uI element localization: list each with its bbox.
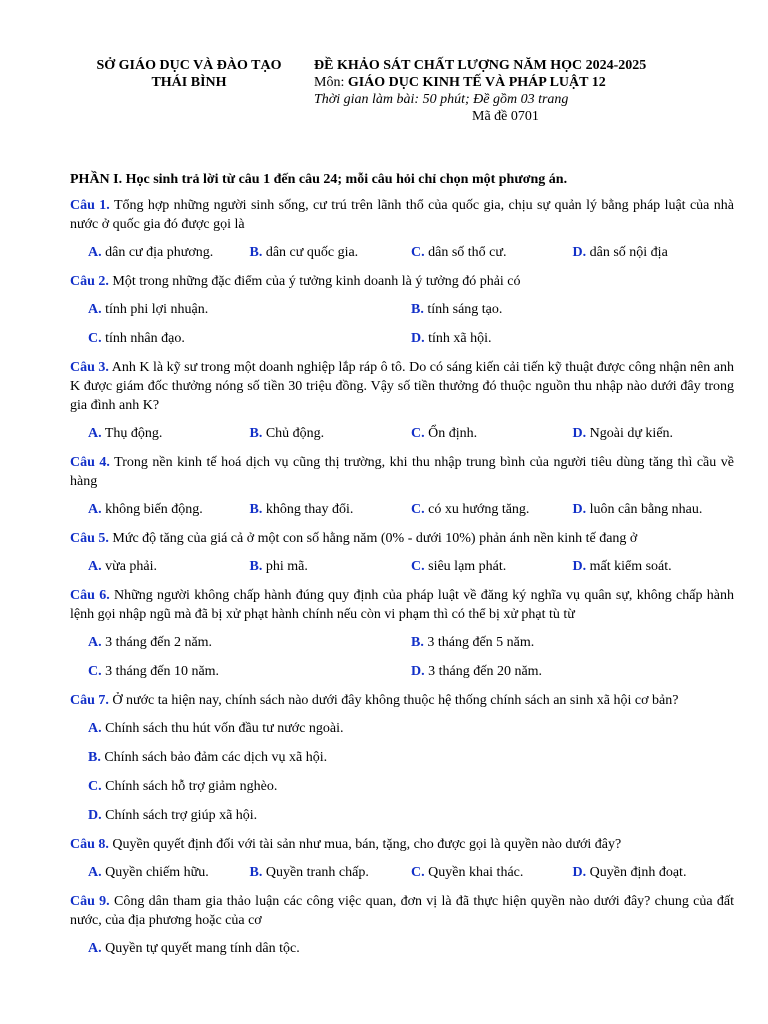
question-text: Trong nền kinh tế hoá dịch vụ cũng thị trường, khi thu nhập trung bình của người tiêu dùng tăng thì cầu về hàng bbox=[70, 455, 734, 489]
header-exam-info bbox=[314, 57, 734, 125]
exam-content bbox=[70, 170, 734, 968]
option-letter: B. bbox=[249, 426, 263, 441]
option-letter: B. bbox=[249, 245, 263, 260]
option-b[interactable] bbox=[250, 500, 412, 519]
option-d[interactable] bbox=[573, 424, 735, 443]
question-text: Một trong những đặc điểm của ý tưởng kinh doanh là ý tưởng đó phải có bbox=[108, 274, 521, 289]
options-q2-row1 bbox=[70, 300, 734, 319]
option-letter: C. bbox=[88, 331, 102, 346]
option-text: Ngoài dự kiến. bbox=[586, 426, 674, 441]
question-number: Câu 4. bbox=[70, 455, 110, 470]
option-c[interactable] bbox=[88, 329, 411, 348]
option-a[interactable] bbox=[88, 719, 734, 738]
option-text: Quyền định đoạt. bbox=[586, 865, 687, 880]
option-letter: C. bbox=[411, 559, 425, 574]
option-letter: D. bbox=[572, 559, 587, 574]
option-d[interactable] bbox=[573, 243, 735, 262]
options-q7-row1 bbox=[70, 719, 734, 738]
option-text: mất kiểm soát. bbox=[586, 559, 672, 574]
option-text: Chính sách hỗ trợ giảm nghèo. bbox=[101, 779, 278, 794]
section-title: PHẦN I. Học sinh trả lời từ câu 1 đến câu 24; mỗi câu hỏi chỉ chọn một phương án. bbox=[70, 172, 568, 187]
option-text: tính sáng tạo. bbox=[423, 302, 503, 317]
option-letter: D. bbox=[572, 245, 587, 260]
header-org bbox=[84, 57, 294, 91]
option-c[interactable] bbox=[88, 662, 411, 681]
option-d[interactable] bbox=[411, 329, 734, 348]
option-a[interactable] bbox=[88, 424, 250, 443]
options-q7-row4 bbox=[70, 806, 734, 825]
option-letter: A. bbox=[88, 502, 102, 517]
option-text: tính nhân đạo. bbox=[101, 331, 185, 346]
option-letter: C. bbox=[88, 664, 102, 679]
options-q4 bbox=[70, 500, 734, 519]
option-text: không biến động. bbox=[101, 502, 203, 517]
question-text: Công dân tham gia thảo luận các công việc quan, đơn vị là đã thực hiện quyền nào dưới đây? chung của đất nước, của địa phương hoặc của cơ bbox=[70, 894, 734, 928]
question-2 bbox=[70, 272, 734, 291]
option-a[interactable] bbox=[88, 939, 734, 958]
options-q6-row1 bbox=[70, 633, 734, 652]
option-text: dân cư quốc gia. bbox=[262, 245, 359, 260]
option-d[interactable] bbox=[573, 863, 735, 882]
option-c[interactable] bbox=[411, 243, 573, 262]
option-d[interactable] bbox=[88, 806, 734, 825]
option-b[interactable] bbox=[250, 863, 412, 882]
option-letter: B. bbox=[411, 635, 424, 650]
option-b[interactable] bbox=[411, 300, 734, 319]
option-a[interactable] bbox=[88, 243, 250, 262]
question-number: Câu 5. bbox=[70, 531, 109, 546]
option-letter: A. bbox=[88, 245, 102, 260]
option-letter: D. bbox=[572, 865, 587, 880]
question-number: Câu 2. bbox=[70, 274, 109, 289]
options-q7-row2 bbox=[70, 748, 734, 767]
option-b[interactable] bbox=[250, 243, 412, 262]
option-letter: B. bbox=[249, 865, 263, 880]
question-number: Câu 6. bbox=[70, 588, 110, 603]
option-letter: C. bbox=[411, 426, 425, 441]
question-8 bbox=[70, 835, 734, 854]
option-letter: C. bbox=[411, 865, 425, 880]
subject-prefix: Môn: bbox=[314, 75, 348, 90]
subject-line bbox=[314, 74, 734, 91]
option-text: Thụ động. bbox=[101, 426, 163, 441]
option-letter: A. bbox=[88, 865, 102, 880]
option-text: dân số thổ cư. bbox=[424, 245, 507, 260]
option-text: 3 tháng đến 2 năm. bbox=[101, 635, 213, 650]
org-name: SỞ GIÁO DỤC VÀ ĐÀO TẠO bbox=[96, 58, 282, 73]
option-letter: D. bbox=[572, 502, 587, 517]
option-c[interactable] bbox=[411, 424, 573, 443]
option-letter: D. bbox=[572, 426, 587, 441]
option-c[interactable] bbox=[411, 557, 573, 576]
option-letter: D. bbox=[411, 331, 425, 346]
question-text: Quyền quyết định đối với tài sản như mua, bán, tặng, cho được gọi là quyền nào dưới đây? bbox=[108, 837, 622, 852]
option-b[interactable] bbox=[250, 557, 412, 576]
options-q2-row2 bbox=[70, 329, 734, 348]
option-text: Quyền chiếm hữu. bbox=[101, 865, 209, 880]
question-5 bbox=[70, 529, 734, 548]
option-text: Chính sách thu hút vốn đầu tư nước ngoài. bbox=[101, 721, 344, 736]
options-q1 bbox=[70, 243, 734, 262]
option-c[interactable] bbox=[88, 777, 734, 796]
question-6 bbox=[70, 586, 734, 624]
option-letter: D. bbox=[411, 664, 425, 679]
option-b[interactable] bbox=[88, 748, 734, 767]
question-text: Mức độ tăng của giá cả ở một con số hằng năm (0% - dưới 10%) phản ánh nền kinh tế đang ở bbox=[108, 531, 638, 546]
option-text: tính phi lợi nhuận. bbox=[101, 302, 209, 317]
option-c[interactable] bbox=[411, 863, 573, 882]
option-text: dân số nội địa bbox=[586, 245, 668, 260]
option-text: Ổn định. bbox=[424, 426, 478, 441]
option-letter: A. bbox=[88, 559, 102, 574]
option-d[interactable] bbox=[573, 557, 735, 576]
question-1 bbox=[70, 196, 734, 234]
time-info: Thời gian làm bài: 50 phút; Đề gồm 03 trang bbox=[314, 92, 569, 107]
option-text: Chính sách trợ giúp xã hội. bbox=[101, 808, 258, 823]
question-9 bbox=[70, 892, 734, 930]
options-q8 bbox=[70, 863, 734, 882]
question-number: Câu 1. bbox=[70, 198, 110, 213]
option-letter: B. bbox=[411, 302, 424, 317]
option-a[interactable] bbox=[88, 863, 250, 882]
option-text: siêu lạm phát. bbox=[424, 559, 507, 574]
question-3 bbox=[70, 358, 734, 415]
exam-title: ĐỀ KHẢO SÁT CHẤT LƯỢNG NĂM HỌC 2024-2025 bbox=[314, 58, 647, 73]
option-letter: A. bbox=[88, 941, 102, 956]
options-q6-row2 bbox=[70, 662, 734, 681]
question-7 bbox=[70, 691, 734, 710]
options-q9-row1 bbox=[70, 939, 734, 958]
option-text: Quyền tự quyết mang tính dân tộc. bbox=[101, 941, 300, 956]
question-number: Câu 9. bbox=[70, 894, 110, 909]
option-letter: C. bbox=[411, 502, 425, 517]
option-letter: C. bbox=[88, 779, 102, 794]
subject-name: GIÁO DỤC KINH TẾ VÀ PHÁP LUẬT 12 bbox=[347, 75, 606, 90]
option-b[interactable] bbox=[250, 424, 412, 443]
option-letter: B. bbox=[249, 559, 263, 574]
question-text: Anh K là kỹ sư trong một doanh nghiệp lắp ráp ô tô. Do có sáng kiến cải tiến kỹ thuật được công nhận nên anh K được giám đốc thưởng nóng số tiền 30 triệu đồng. Vậy số tiền thưởng đó thuộc nguồn thu nhập nào dưới đây trong gia đình anh K? bbox=[70, 360, 734, 413]
option-text: luôn cân bằng nhau. bbox=[586, 502, 703, 517]
question-number: Câu 3. bbox=[70, 360, 109, 375]
options-q3 bbox=[70, 424, 734, 443]
option-text: 3 tháng đến 5 năm. bbox=[423, 635, 535, 650]
option-letter: A. bbox=[88, 302, 102, 317]
option-text: Quyền tranh chấp. bbox=[262, 865, 369, 880]
option-text: vừa phải. bbox=[101, 559, 158, 574]
options-q5 bbox=[70, 557, 734, 576]
option-letter: D. bbox=[88, 808, 102, 823]
option-letter: C. bbox=[411, 245, 425, 260]
question-text: Tổng hợp những người sinh sống, cư trú trên lãnh thổ của quốc gia, chịu sự quản lý bằng pháp luật của nhà nước ở quốc gia đó được gọi là bbox=[70, 198, 734, 232]
option-text: không thay đổi. bbox=[262, 502, 354, 517]
option-text: phi mã. bbox=[262, 559, 308, 574]
org-province: THÁI BÌNH bbox=[151, 75, 227, 90]
question-text: Những người không chấp hành đúng quy định của pháp luật về đăng ký nghĩa vụ quân sự, không chấp hành lệnh gọi nhập ngũ mà đã bị xử phạt hành chính nếu còn vi phạm thì có thể bị xử phạt tù từ bbox=[70, 588, 734, 622]
option-text: 3 tháng đến 20 năm. bbox=[424, 664, 543, 679]
question-number: Câu 8. bbox=[70, 837, 109, 852]
question-number: Câu 7. bbox=[70, 693, 109, 708]
question-text: Ở nước ta hiện nay, chính sách nào dưới đây không thuộc hệ thống chính sách an sinh xã hội cơ bản? bbox=[108, 693, 679, 708]
option-a[interactable] bbox=[88, 633, 411, 652]
options-q7-row3 bbox=[70, 777, 734, 796]
option-text: Chủ động. bbox=[262, 426, 325, 441]
option-letter: A. bbox=[88, 721, 102, 736]
option-text: Chính sách bảo đảm các dịch vụ xã hội. bbox=[100, 750, 328, 765]
option-a[interactable] bbox=[88, 300, 411, 319]
option-letter: A. bbox=[88, 635, 102, 650]
option-d[interactable] bbox=[411, 662, 734, 681]
option-a[interactable] bbox=[88, 500, 250, 519]
exam-code: Mã đề 0701 bbox=[472, 109, 539, 124]
option-letter: A. bbox=[88, 426, 102, 441]
option-text: dân cư địa phương. bbox=[101, 245, 214, 260]
option-text: có xu hướng tăng. bbox=[424, 502, 530, 517]
option-letter: B. bbox=[88, 750, 101, 765]
option-b[interactable] bbox=[411, 633, 734, 652]
option-a[interactable] bbox=[88, 557, 250, 576]
option-d[interactable] bbox=[573, 500, 735, 519]
option-text: Quyền khai thác. bbox=[424, 865, 524, 880]
option-letter: B. bbox=[249, 502, 263, 517]
question-4 bbox=[70, 453, 734, 491]
option-c[interactable] bbox=[411, 500, 573, 519]
option-text: tính xã hội. bbox=[424, 331, 492, 346]
option-text: 3 tháng đến 10 năm. bbox=[101, 664, 220, 679]
